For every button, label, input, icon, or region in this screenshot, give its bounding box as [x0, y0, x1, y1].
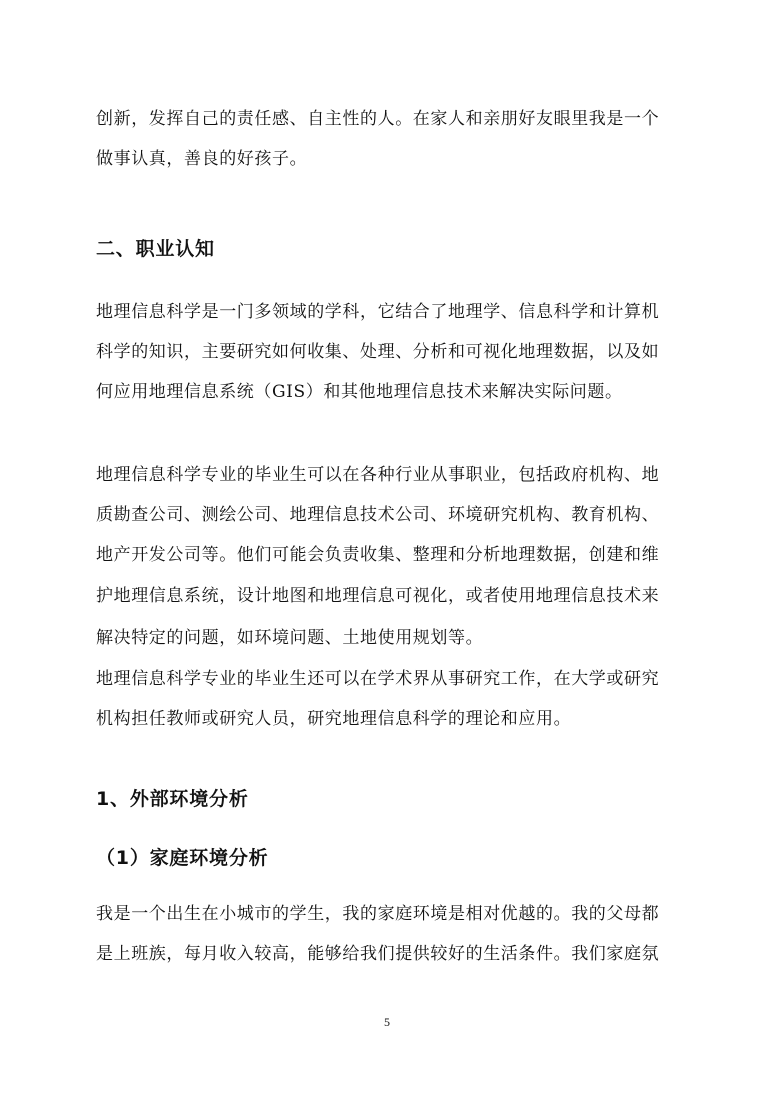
paragraph-line: 我是一个出生在小城市的学生，我的家庭环境是相对优越的。我的父母都: [96, 904, 660, 924]
paragraph-line: 解决特定的问题，如环境问题、土地使用规划等。: [96, 628, 484, 648]
section-heading: 二、职业认知: [96, 238, 215, 260]
page-number: 5: [384, 1015, 390, 1029]
paragraph-line: 质勘查公司、测绘公司、地理信息技术公司、环境研究机构、教育机构、: [96, 505, 660, 525]
paragraph-line: 何应用地理信息系统（GIS）和其他地理信息技术来解决实际问题。: [96, 382, 623, 402]
paragraph-line: 做事认真，善良的好孩子。: [96, 149, 308, 169]
paragraph-line: 地产开发公司等。他们可能会负责收集、整理和分析地理数据，创建和维: [96, 545, 660, 565]
paragraph-line: 地理信息科学是一门多领域的学科，它结合了地理学、信息科学和计算机: [96, 302, 660, 322]
subsubsection-heading: （1）家庭环境分析: [96, 847, 269, 869]
paragraph-line: 是上班族，每月收入较高，能够给我们提供较好的生活条件。我们家庭氛: [96, 944, 660, 964]
paragraph-line: 机构担任教师或研究人员，研究地理信息科学的理论和应用。: [96, 709, 572, 729]
subsection-heading: 1、外部环境分析: [96, 788, 249, 810]
paragraph-line: 创新，发挥自己的责任感、自主性的人。在家人和亲朋好友眼里我是一个: [96, 109, 660, 129]
paragraph-line: 护地理信息系统，设计地图和地理信息可视化，或者使用地理信息技术来: [96, 586, 660, 606]
paragraph-line: 地理信息科学专业的毕业生还可以在学术界从事研究工作，在大学或研究: [96, 669, 660, 689]
paragraph-line: 科学的知识，主要研究如何收集、处理、分析和可视化地理数据，以及如: [96, 342, 660, 362]
paragraph-line: 地理信息科学专业的毕业生可以在各种行业从事职业，包括政府机构、地: [96, 465, 660, 485]
